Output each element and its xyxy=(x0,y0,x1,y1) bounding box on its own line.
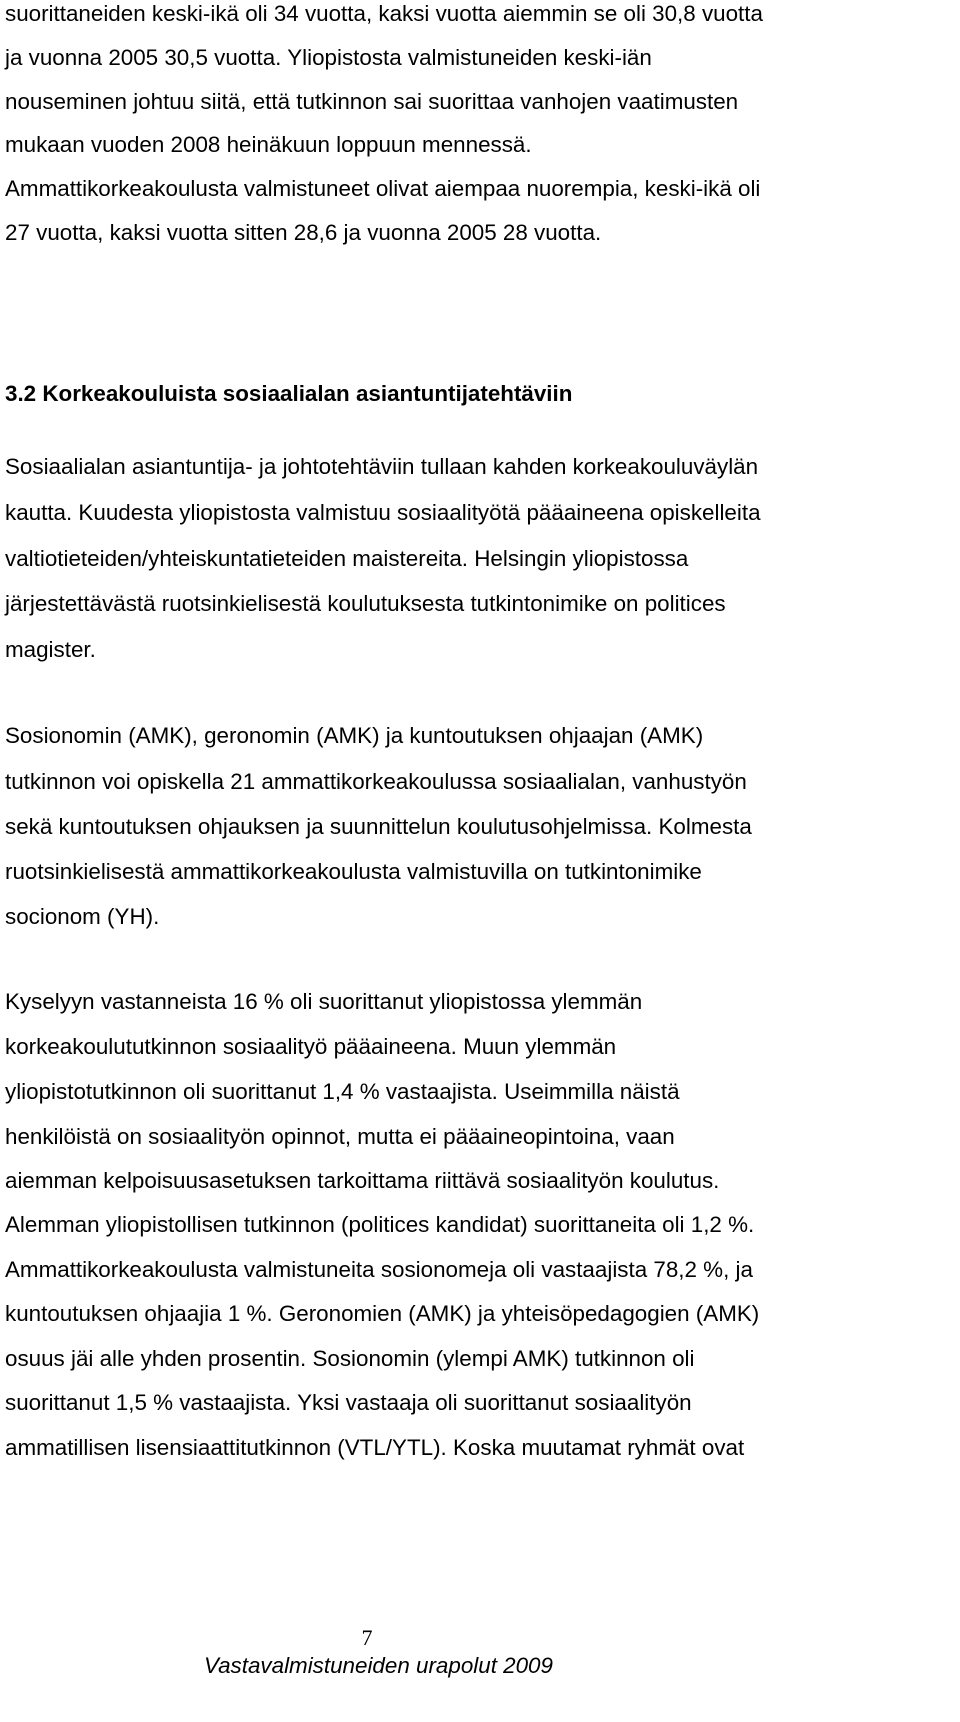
page-number: 7 xyxy=(361,1625,373,1650)
text-line: Ammattikorkeakoulusta valmistuneita sosionomeja oli vastaajista 78,2 %, ja xyxy=(5,1257,753,1282)
text-line: osuus jäi alle yhden prosentin. Sosionomin (ylempi AMK) tutkinnon oli xyxy=(5,1346,695,1371)
text-line: socionom (YH). xyxy=(5,904,160,929)
text-line: suorittanut 1,5 % vastaajista. Yksi vastaaja oli suorittanut sosiaalityön xyxy=(5,1390,692,1415)
footer-title: Vastavalmistuneiden urapolut 2009 xyxy=(204,1653,553,1678)
text-line: yliopistotutkinnon oli suorittanut 1,4 % vastaajista. Useimmilla näistä xyxy=(5,1079,680,1104)
text-line: 27 vuotta, kaksi vuotta sitten 28,6 ja vuonna 2005 28 vuotta. xyxy=(5,220,602,245)
text-line: kautta. Kuudesta yliopistosta valmistuu sosiaalityötä pääaineena opiskelleita xyxy=(5,500,761,525)
text-line: kuntoutuksen ohjaajia 1 %. Geronomien (AMK) ja yhteisöpedagogien (AMK) xyxy=(5,1301,760,1326)
text-line: Ammattikorkeakoulusta valmistuneet olivat aiempaa nuorempia, keski-ikä oli xyxy=(5,176,761,201)
text-line: ammatillisen lisensiaattitutkinnon (VTL/YTL). Koska muutamat ryhmät ovat xyxy=(5,1435,745,1460)
text-line: aiemman kelpoisuusasetuksen tarkoittama riittävä sosiaalityön koulutus. xyxy=(5,1168,720,1193)
text-line: ruotsinkielisestä ammattikorkeakoulusta valmistuvilla on tutkintonimike xyxy=(5,859,702,884)
text-line: sekä kuntoutuksen ohjauksen ja suunnittelun koulutusohjelmissa. Kolmesta xyxy=(5,814,752,839)
section-heading: 3.2 Korkeakouluista sosiaalialan asiantuntijatehtäviin xyxy=(5,381,573,406)
text-line: valtiotieteiden/yhteiskuntatieteiden maistereita. Helsingin yliopistossa xyxy=(5,546,689,571)
text-line: Sosiaalialan asiantuntija- ja johtotehtäviin tullaan kahden korkeakouluväylän xyxy=(5,454,759,479)
text-line: Kyselyyn vastanneista 16 % oli suorittanut yliopistossa ylemmän xyxy=(5,989,643,1014)
text-line: nouseminen johtuu siitä, että tutkinnon sai suorittaa vanhojen vaatimusten xyxy=(5,89,739,114)
text-line: mukaan vuoden 2008 heinäkuun loppuun mennessä. xyxy=(5,132,532,157)
text-line: järjestettävästä ruotsinkielisestä koulutuksesta tutkintonimike on politices xyxy=(5,591,726,616)
text-line: magister. xyxy=(5,637,96,662)
text-line: ja vuonna 2005 30,5 vuotta. Yliopistosta valmistuneiden keski-iän xyxy=(5,45,652,70)
text-line: Sosionomin (AMK), geronomin (AMK) ja kuntoutuksen ohjaajan (AMK) xyxy=(5,723,704,748)
text-line: henkilöistä on sosiaalityön opinnot, mutta ei pääaineopintoina, vaan xyxy=(5,1124,675,1149)
text-line: Alemman yliopistollisen tutkinnon (politices kandidat) suorittaneita oli 1,2 %. xyxy=(5,1212,755,1237)
text-line: korkeakoulututkinnon sosiaalityö pääaineena. Muun ylemmän xyxy=(5,1034,617,1059)
text-line: suorittaneiden keski-ikä oli 34 vuotta, kaksi vuotta aiemmin se oli 30,8 vuotta xyxy=(5,1,763,26)
text-line: tutkinnon voi opiskella 21 ammattikorkeakoulussa sosiaalialan, vanhustyön xyxy=(5,769,747,794)
